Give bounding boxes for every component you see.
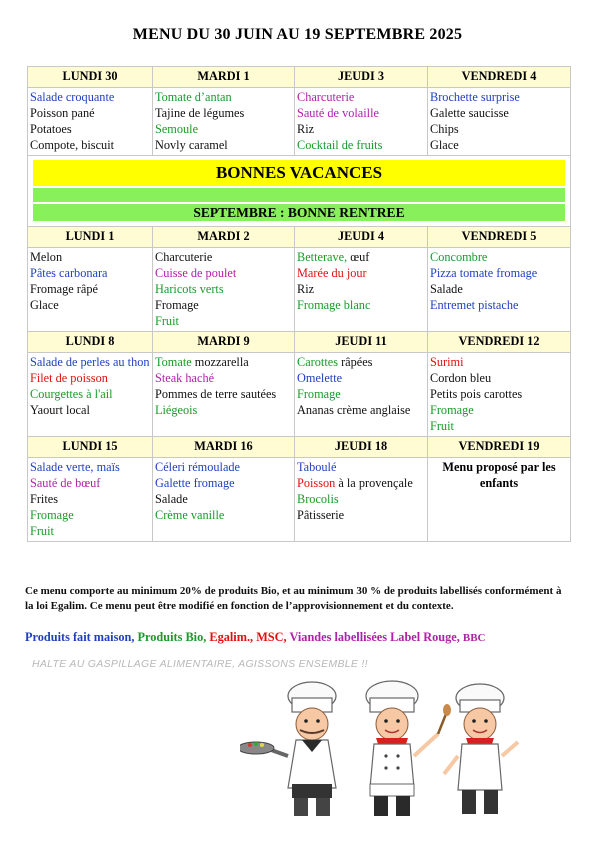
menu-item: Fruit <box>30 524 54 538</box>
menu-item: Pizza tomate fromage <box>430 266 538 280</box>
chefs-illustration <box>240 676 530 826</box>
anti-waste-slogan: HALTE AU GASPILLAGE ALIMENTAIRE, AGISSONS ENSEMBLE !! <box>32 658 368 670</box>
menu-item: Cordon bleu <box>430 371 492 385</box>
menu-item: Novly caramel <box>155 138 228 152</box>
menu-item: Compote, biscuit <box>30 138 115 152</box>
menu-item: Semoule <box>155 122 199 136</box>
week3-header-row <box>28 332 571 353</box>
menu-item: Sauté de bœuf <box>30 476 101 490</box>
menu-item: Chips <box>430 122 459 136</box>
menu-cell <box>28 458 153 542</box>
menu-item: Riz <box>297 122 315 136</box>
menu-item: Tomate mozzarella <box>155 355 249 369</box>
day-header: LUNDI 15 <box>28 437 153 458</box>
menu-item: Surimi <box>430 355 464 369</box>
menu-item: Frites <box>30 492 59 506</box>
day-header: JEUDI 4 <box>295 227 428 248</box>
menu-item: Glace <box>30 298 59 312</box>
menu-item: Concombre <box>430 250 488 264</box>
menu-table <box>27 66 571 542</box>
day-header: JEUDI 18 <box>295 437 428 458</box>
menu-item: Steak haché <box>155 371 215 385</box>
menu-item: Fruit <box>430 419 454 433</box>
day-header: VENDREDI 4 <box>428 67 571 88</box>
day-header: LUNDI 30 <box>28 67 153 88</box>
menu-cell <box>428 353 571 437</box>
week2-menu-row <box>28 248 571 332</box>
menu-item: Salade <box>430 282 463 296</box>
week3-menu-row <box>28 353 571 437</box>
menu-item: Brochette surprise <box>430 90 520 104</box>
menu-item: Filet de poisson <box>30 371 108 385</box>
day-header: MARDI 16 <box>153 437 295 458</box>
menu-item: Glace <box>430 138 459 152</box>
day-header: JEUDI 11 <box>295 332 428 353</box>
menu-item: Poisson pané <box>30 106 95 120</box>
menu-item: Fromage <box>155 298 199 312</box>
menu-cell <box>28 248 153 332</box>
menu-item: Courgettes à l'ail <box>30 387 113 401</box>
menu-item: Taboulé <box>297 460 337 474</box>
menu-item: Sauté de volaille <box>297 106 379 120</box>
menu-item: Fromage <box>30 508 74 522</box>
day-header: MARDI 1 <box>153 67 295 88</box>
menu-item: Salade croquante <box>30 90 115 104</box>
menu-item: Marée du jour <box>297 266 367 280</box>
menu-item: Riz <box>297 282 315 296</box>
menu-item: Salade <box>155 492 188 506</box>
menu-item: Liégeois <box>155 403 198 417</box>
menu-item: Pâtisserie <box>297 508 345 522</box>
legend-item: Produits Bio, <box>137 630 210 644</box>
menu-item: Fromage blanc <box>297 298 371 312</box>
day-header: VENDREDI 19 <box>428 437 571 458</box>
menu-item: Betterave, œuf <box>297 250 370 264</box>
menu-item: Galette fromage <box>155 476 235 490</box>
day-header: JEUDI 3 <box>295 67 428 88</box>
menu-item: Fruit <box>155 314 179 328</box>
menu-item: Entremet pistache <box>430 298 519 312</box>
menu-item: Cuisse de poulet <box>155 266 237 280</box>
day-header: MARDI 9 <box>153 332 295 353</box>
menu-cell <box>153 88 295 156</box>
menu-item: Haricots verts <box>155 282 224 296</box>
week4-menu-row <box>28 458 571 542</box>
legend-item: Produits fait maison, <box>25 630 138 644</box>
menu-item: Fromage <box>430 403 474 417</box>
menu-item: Tomate d’antan <box>155 90 232 104</box>
menu-cell <box>295 353 428 437</box>
menu-item: Omelette <box>297 371 343 385</box>
chef-left-icon <box>240 682 336 816</box>
day-header: LUNDI 8 <box>28 332 153 353</box>
vacation-banner: BONNES VACANCES <box>33 160 565 186</box>
menu-item: Galette saucisse <box>430 106 509 120</box>
day-header: MARDI 2 <box>153 227 295 248</box>
chef-right-icon <box>444 684 518 814</box>
menu-item: Tajine de légumes <box>155 106 245 120</box>
week1-menu-row <box>28 88 571 156</box>
legend-item: BBC <box>462 632 486 644</box>
menu-cell <box>28 353 153 437</box>
week1-header-row <box>28 67 571 88</box>
day-header: LUNDI 1 <box>28 227 153 248</box>
color-legend <box>25 630 570 645</box>
menu-item: Pommes de terre sautées <box>155 387 277 401</box>
menu-cell <box>153 353 295 437</box>
banner-cell <box>28 156 571 227</box>
week4-header-row <box>28 437 571 458</box>
week2-header-row <box>28 227 571 248</box>
menu-item: Charcuterie <box>297 90 355 104</box>
menu-item: Yaourt local <box>30 403 90 417</box>
menu-item: Poisson à la provençale <box>297 476 413 490</box>
banner-row <box>28 156 571 227</box>
menu-item: Carottes râpées <box>297 355 373 369</box>
legend-item: Viandes labellisées Label Rouge, <box>289 630 463 644</box>
banner-spacer <box>33 186 565 202</box>
menu-cell <box>295 88 428 156</box>
menu-cell <box>428 248 571 332</box>
menu-item: Céleri rémoulade <box>155 460 241 474</box>
day-header: VENDREDI 5 <box>428 227 571 248</box>
menu-cell <box>153 248 295 332</box>
menu-item: Salade verte, maïs <box>30 460 120 474</box>
menu-item: Salade de perles au thon <box>30 355 150 369</box>
menu-item: Crème vanille <box>155 508 225 522</box>
menu-item: Melon <box>30 250 63 264</box>
menu-item: Fromage <box>297 387 341 401</box>
chef-middle-icon <box>366 681 451 816</box>
september-banner: SEPTEMBRE : BONNE RENTREE <box>33 202 565 221</box>
menu-cell <box>295 248 428 332</box>
menu-item: Fromage râpé <box>30 282 98 296</box>
menu-cell <box>28 88 153 156</box>
menu-item: Ananas crème anglaise <box>297 403 411 417</box>
menu-item: Cocktail de fruits <box>297 138 383 152</box>
menu-item: Brocolis <box>297 492 339 506</box>
menu-item: Petits pois carottes <box>430 387 523 401</box>
menu-notes: Ce menu comporte au minimum 20% de produits Bio, et au minimum 30 % de produits labellisés conformément à la loi Egalim. Ce menu peut être modifié en fonction de l’approvisionnement et du contexte. <box>25 585 562 612</box>
menu-cell <box>153 458 295 542</box>
legend-item: Egalim., MSC, <box>209 630 290 644</box>
menu-item: Potatoes <box>30 122 72 136</box>
day-header: VENDREDI 12 <box>428 332 571 353</box>
menu-cell <box>295 458 428 542</box>
menu-item: Pâtes carbonara <box>30 266 108 280</box>
menu-cell <box>428 88 571 156</box>
children-menu-cell: Menu proposé par les enfants <box>428 458 571 542</box>
menu-item: Charcuterie <box>155 250 213 264</box>
page-title: MENU DU 30 JUIN AU 19 SEPTEMBRE 2025 <box>132 26 463 43</box>
